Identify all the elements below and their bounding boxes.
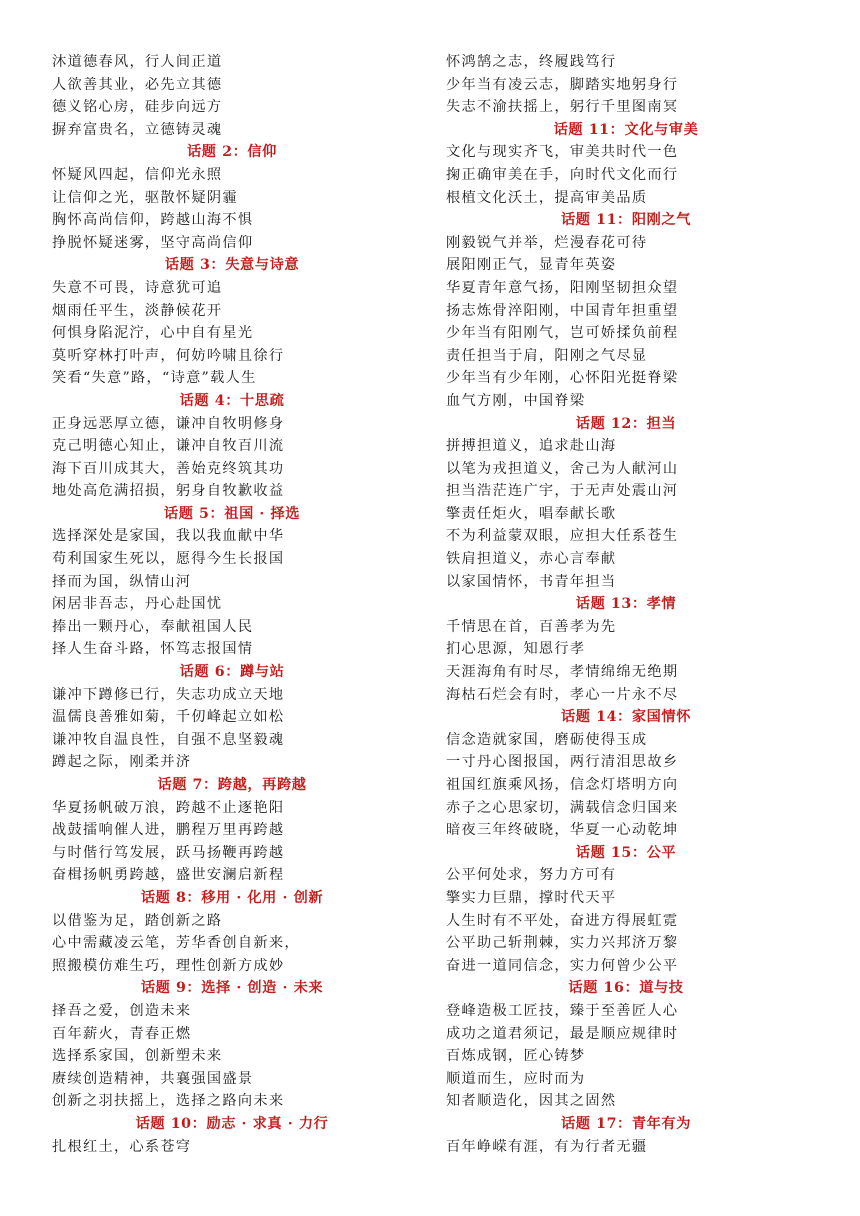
text-line: 谦冲下蹲修已行，失志功成立天地: [52, 686, 285, 703]
left-column: [52, 51, 412, 1158]
text-line: 铁肩担道义，赤心言奉献: [446, 551, 617, 568]
text-line: 暗夜三年终破晓，华夏一心动乾坤: [446, 822, 679, 839]
text-line: 祖国红旗乘风扬，信念灯塔明方向: [446, 777, 679, 793]
text-line: 血气方刚，中国脊梁: [446, 392, 586, 409]
text-line: 华夏扬帆破万浪，跨越不止逐艳阳: [52, 799, 285, 816]
text-line: 海下百川成其大，善始克终筑其功: [52, 460, 285, 477]
text-line: 顺道而生，应时而为: [446, 1070, 586, 1087]
topic-heading: 话题 12：担当: [575, 415, 677, 432]
text-line: 拼搏担道义，追求赴山海: [446, 438, 617, 455]
text-line: 选择系家国，创新塑未来: [52, 1048, 223, 1065]
right-column: [446, 51, 806, 1158]
text-line: 一寸丹心图报国，两行清泪思故乡: [446, 754, 679, 771]
text-line: 莫听穿林打叶声，何妨吟啸且徐行: [52, 347, 285, 364]
text-line: 笑看“失意”路，“诗意”载人生: [52, 370, 257, 387]
text-line: 何惧身陷泥泞，心中自有星光: [52, 325, 254, 342]
text-line: 掬正确审美在手，向时代文化而行: [446, 166, 679, 183]
text-line: 以家国情怀，书青年担当: [446, 573, 617, 590]
text-line: 不为利益蒙双眼，应担大任系苍生: [446, 528, 679, 545]
text-line: 奋楫扬帆勇跨越，盛世安澜启新程: [52, 867, 285, 884]
topic-heading: 话题 11：文化与审美: [553, 121, 699, 138]
text-line: 与时偕行笃发展，跃马扬鞭再跨越: [52, 844, 285, 861]
text-line: 怀疑风四起，信仰光永照: [52, 166, 223, 183]
text-line: 人欲善其业，必先立其德: [52, 76, 223, 93]
text-line: 赓续创造精神，共襄强国盛景: [52, 1070, 254, 1087]
text-line: 千情思在首，百善孝为先: [446, 618, 617, 635]
text-line: 温儒良善雅如菊，千仞峰起立如松: [52, 709, 285, 726]
topic-heading: 话题 16：道与技: [568, 980, 684, 997]
text-line: 择人生奋斗路，怀笃志报国情: [52, 641, 254, 658]
text-line: 心中需藏凌云笔，芳华香创自新来，: [52, 935, 300, 952]
text-line: 蹲起之际，刚柔并济: [52, 754, 192, 771]
topic-heading: 话题 5：祖国 · 择选: [163, 505, 301, 522]
text-line: 文化与现实齐飞，审美共时代一色: [446, 144, 679, 161]
text-line: 登峰造极工匠技，臻于至善匠人心: [446, 1002, 679, 1019]
topic-heading: 话题 10：励志 · 求真 · 力行: [135, 1115, 329, 1132]
text-line: 怀鸿鹄之志，终履践笃行: [446, 54, 617, 70]
text-line: 挣脱怀疑迷雾，坚守高尚信仰: [52, 234, 254, 251]
text-line: 闲居非吾志，丹心赴国忧: [52, 596, 223, 613]
text-line: 德义铭心房，硅步向远方: [52, 99, 223, 116]
text-line: 公平何处求，努力方可有: [446, 867, 617, 884]
text-line: 捧出一颗丹心，奉献祖国人民: [52, 618, 254, 635]
text-line: 摒弃富贵名，立德铸灵魂: [52, 121, 223, 138]
text-line: 选择深处是家国，我以我血献中华: [52, 528, 285, 545]
text-line: 百年峥嵘有涯，有为行者无疆: [446, 1138, 648, 1155]
topic-heading: 话题 8：移用 · 化用 · 创新: [140, 889, 324, 906]
text-line: 创新之羽扶摇上，选择之路向未来: [52, 1093, 285, 1110]
topic-heading: 话题 13：孝情: [575, 596, 677, 613]
text-line: 百炼成钢，匠心铸梦: [446, 1048, 586, 1065]
text-line: 公平助己斩荆棘，实力兴邦济万黎: [446, 935, 679, 952]
text-line: 胸怀高尚信仰，跨越山海不惧: [52, 212, 254, 229]
text-line: 责任担当于肩，阳刚之气尽显: [446, 347, 648, 364]
text-line: 失志不渝扶摇上，躬行千里图南冥: [446, 99, 679, 116]
text-line: 刚毅锐气并举，烂漫春花可待: [446, 234, 648, 251]
text-line: 正身远恶厚立德，谦冲自牧明修身: [52, 415, 285, 432]
topic-heading: 话题 2：信仰: [187, 144, 277, 161]
text-line: 谦冲牧自温良性，自强不息坚毅魂: [52, 731, 285, 748]
text-line: 战鼓擂响催人进，鹏程万里再跨越: [52, 822, 285, 839]
text-line: 百年薪火，青春正燃: [52, 1025, 192, 1042]
text-line: 扎根红土，心系苍穹: [52, 1138, 192, 1155]
topic-heading: 话题 6：蹲与站: [179, 664, 285, 681]
text-line: 让信仰之光，驱散怀疑阴霾: [52, 189, 238, 206]
topic-heading: 话题 4：十思疏: [179, 392, 285, 409]
topic-heading: 话题 14：家国情怀: [561, 709, 691, 726]
text-line: 天涯海角有时尽，孝情绵绵无绝期: [446, 664, 679, 681]
text-line: 烟雨任平生，淡静候花开: [52, 302, 223, 319]
text-line: 扬志炼骨淬阳刚，中国青年担重望: [446, 302, 679, 319]
text-line: 苟利国家生死以，愿得今生长报国: [52, 551, 285, 568]
topic-heading: 话题 3：失意与诗意: [164, 257, 300, 274]
text-line: 择而为国，纵情山河: [52, 573, 192, 590]
text-line: 照搬模仿难生巧，理性创新方成妙: [52, 957, 285, 974]
text-line: 地处高危满招损，躬身自牧歉收益: [52, 483, 285, 500]
text-line: 根植文化沃土，提高审美品质: [446, 189, 648, 206]
text-line: 信念造就家国，磨砺使得玉成: [446, 731, 648, 748]
text-line: 择吾之爱，创造未来: [52, 1002, 192, 1019]
topic-heading: 话题 7：跨越，再跨越: [157, 777, 307, 793]
topic-heading: 话题 15：公平: [575, 844, 677, 861]
text-line: 扪心思源，知恩行孝: [446, 641, 586, 658]
text-line: 克己明德心知止，谦冲自牧百川流: [52, 438, 285, 455]
text-line: 华夏青年意气扬，阳刚坚韧担众望: [446, 279, 679, 296]
topic-heading: 话题 9：选择 · 创造 · 未来: [140, 980, 324, 997]
text-line: 失意不可畏，诗意犹可追: [52, 279, 223, 296]
text-line: 成功之道君须记，最是顺应规律时: [446, 1025, 679, 1042]
topic-heading: 话题 11：阳刚之气: [561, 212, 691, 229]
text-line: 少年当有少年刚，心怀阳光挺脊梁: [446, 370, 679, 387]
text-line: 展阳刚正气，显青年英姿: [446, 257, 617, 274]
text-line: 少年当有阳刚气，岂可娇揉负前程: [446, 325, 679, 342]
topic-heading: 话题 17：青年有为: [561, 1115, 691, 1132]
text-line: 以笔为戎担道义，舍己为人献河山: [446, 460, 679, 477]
text-line: 知者顺造化，因其之固然: [446, 1093, 617, 1110]
text-line: 擎实力巨鼎，撑时代天平: [446, 889, 617, 906]
text-line: 奋进一道同信念，实力何曾少公平: [446, 957, 679, 974]
text-line: 擎责任炬火，唱奉献长歌: [446, 505, 617, 522]
text-line: 沐道德春风，行人间正道: [52, 54, 223, 70]
text-line: 以借鉴为足，踏创新之路: [52, 912, 223, 929]
text-line: 担当浩茫连广宇，于无声处震山河: [446, 483, 679, 500]
text-line: 赤子之心思家切，满载信念归国来: [446, 799, 679, 816]
text-line: 人生时有不平处，奋进方得展虹霓: [446, 912, 679, 929]
text-line: 海枯石烂会有时，孝心一片永不尽: [446, 686, 679, 703]
text-line: 少年当有凌云志，脚踏实地躬身行: [446, 76, 679, 93]
